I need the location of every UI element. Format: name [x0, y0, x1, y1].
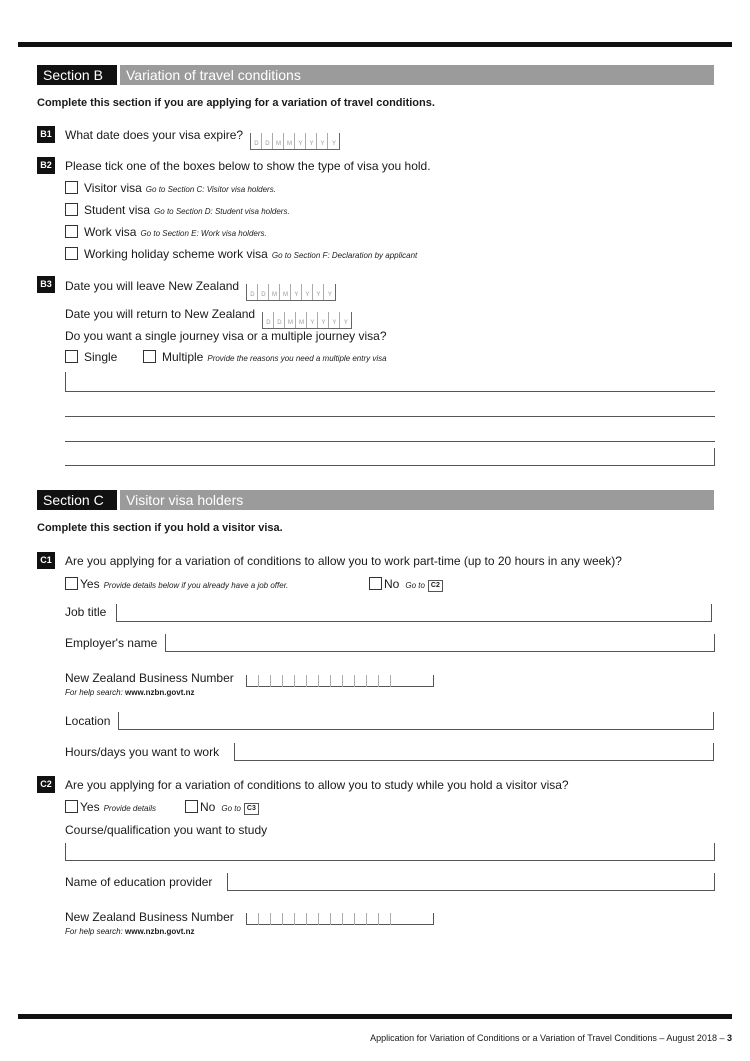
section-b-title: Variation of travel conditions: [120, 65, 714, 85]
journey-single-option[interactable]: [65, 350, 117, 364]
date-slot: M: [273, 133, 284, 149]
question-c2-label: Are you applying for a variation of conditions to allow you to study while you hold a visitor visa?: [65, 778, 569, 792]
question-number-b2: B2: [37, 157, 55, 174]
no-note: Go to: [221, 804, 241, 813]
c2-yes-option[interactable]: [65, 800, 156, 814]
date-slot: Y: [291, 284, 302, 300]
question-b2-label: Please tick one of the boxes below to show the type of visa you hold.: [65, 159, 431, 173]
nzbn-digit-cell: [307, 913, 319, 925]
nzbn-input-c1[interactable]: [246, 675, 434, 687]
nzbn-digit-cell: [331, 675, 343, 687]
c1-no-option[interactable]: [369, 577, 443, 591]
c2-no-checkbox[interactable]: [185, 800, 198, 813]
c1-yes-checkbox[interactable]: [65, 577, 78, 590]
location-input[interactable]: [118, 712, 714, 730]
date-slot: M: [280, 284, 291, 300]
nzbn-digit-cell: [271, 675, 283, 687]
job-title-label: Job title: [65, 605, 107, 619]
yes-note: Provide details: [103, 804, 157, 813]
date-slot: D: [251, 133, 262, 149]
yes-label: Yes: [80, 577, 100, 591]
date-slot: Y: [318, 312, 329, 328]
writing-line: [65, 441, 715, 442]
employer-name-input[interactable]: [165, 634, 715, 652]
visa-type-option-work[interactable]: [65, 225, 267, 239]
nzbn-digit-cell: [343, 913, 355, 925]
date-slot: D: [247, 284, 258, 300]
visa-type-option-visitor[interactable]: [65, 181, 276, 195]
option-label: Working holiday scheme work visa: [84, 247, 268, 261]
nzbn-digit-cell: [259, 675, 271, 687]
date-slot: D: [274, 312, 285, 328]
option-label: Student visa: [84, 203, 151, 217]
leave-date-input[interactable]: [246, 284, 336, 301]
c1-yes-option[interactable]: [65, 577, 288, 591]
help-url: www.nzbn.govt.nz: [125, 688, 195, 697]
nzbn-digit-cell: [391, 913, 403, 925]
date-slot: Y: [306, 133, 317, 149]
date-slot: M: [296, 312, 307, 328]
option-label: Work visa: [84, 225, 137, 239]
return-date-row: [65, 307, 352, 329]
question-number-b3: B3: [37, 276, 55, 293]
nzbn-digit-cell: [379, 675, 391, 687]
location-label: Location: [65, 714, 111, 728]
nzbn-digit-cell: [271, 913, 283, 925]
employer-name-label: Employer's name: [65, 636, 158, 650]
page-number: 3: [726, 1033, 732, 1043]
section-c-instruction: Complete this section if you hold a visitor visa.: [37, 522, 283, 534]
visa-expiry-date-input[interactable]: [250, 133, 340, 150]
question-number-c2: C2: [37, 776, 55, 793]
date-slot: Y: [302, 284, 313, 300]
date-slot: D: [263, 312, 274, 328]
nzbn-digit-cell: [379, 913, 391, 925]
working-holiday-visa-checkbox[interactable]: [65, 247, 78, 260]
nzbn-digit-cell: [367, 675, 379, 687]
question-b1-label: What date does your visa expire?: [65, 128, 244, 142]
box-edge: [65, 372, 66, 392]
journey-question: Do you want a single journey visa or a multiple journey visa?: [65, 329, 387, 343]
nzbn-digit-cell: [319, 913, 331, 925]
course-label: Course/qualification you want to study: [65, 823, 268, 837]
writing-line: [65, 391, 715, 392]
date-slot: Y: [317, 133, 328, 149]
footer-text: Application for Variation of Conditions or a Variation of Travel Conditions – August 2018 –: [370, 1033, 725, 1043]
multiple-journey-checkbox[interactable]: [143, 350, 156, 363]
visa-type-option-student[interactable]: [65, 203, 290, 217]
nzbn-digit-cell: [367, 913, 379, 925]
nzbn-digit-cell: [259, 913, 271, 925]
goto-c3-badge: C3: [244, 803, 259, 815]
writing-line: [65, 416, 715, 417]
nzbn-digit-cell: [247, 913, 259, 925]
date-slot: Y: [329, 312, 340, 328]
nzbn-digit-cell: [391, 675, 403, 687]
nzbn-digit-cell: [343, 675, 355, 687]
nzbn-digit-cell: [295, 913, 307, 925]
leave-date-label: Date you will leave New Zealand: [65, 279, 240, 293]
date-slot: Y: [327, 292, 332, 298]
date-slot: Y: [313, 284, 324, 300]
question-c1-label: Are you applying for a variation of conditions to allow you to work part-time (up to 20 hours in any week)?: [65, 554, 622, 568]
date-slot: Y: [331, 141, 336, 147]
help-prefix: For help search:: [65, 688, 123, 697]
leave-date-row: [65, 279, 336, 301]
nzbn-digit-cell: [307, 675, 319, 687]
option-note: Go to Section E: Work visa holders.: [140, 229, 267, 238]
no-label: No: [200, 800, 216, 814]
c2-no-option[interactable]: [185, 800, 259, 814]
nzbn-input-c2[interactable]: [246, 913, 434, 925]
nzbn-help-c2: [65, 927, 195, 936]
date-slot: M: [285, 312, 296, 328]
nzbn-digit-cell: [355, 913, 367, 925]
multiple-label: Multiple: [162, 350, 204, 364]
nzbn-digit-cell: [319, 675, 331, 687]
nzbn-digit-cell: [295, 675, 307, 687]
yes-label: Yes: [80, 800, 100, 814]
nzbn-help-c1: [65, 688, 195, 697]
section-b-tag: Section B: [37, 65, 117, 85]
page-footer: [370, 1033, 732, 1043]
multiple-note: Provide the reasons you need a multiple entry visa: [207, 354, 387, 363]
option-note: Go to Section F: Declaration by applicant: [271, 251, 418, 260]
journey-multiple-option[interactable]: [143, 350, 387, 364]
return-date-input[interactable]: [262, 312, 352, 329]
date-slot: M: [284, 133, 295, 149]
no-note: Go to: [405, 581, 425, 590]
nzbn-label-c1: New Zealand Business Number: [65, 671, 234, 685]
goto-c2-badge: C2: [428, 580, 443, 592]
question-number-b1: B1: [37, 126, 55, 143]
nzbn-digit-cell: [283, 675, 295, 687]
nzbn-digit-cell: [355, 675, 367, 687]
no-label: No: [384, 577, 400, 591]
provider-input[interactable]: [227, 873, 715, 891]
date-slot: Y: [343, 320, 348, 326]
hours-label: Hours/days you want to work: [65, 745, 220, 759]
help-prefix: For help search:: [65, 927, 123, 936]
course-input[interactable]: [65, 843, 715, 861]
box-edge: [714, 448, 715, 466]
hours-input[interactable]: [234, 743, 714, 761]
yes-note: Provide details below if you already have a job offer.: [103, 581, 289, 590]
date-slot: Y: [307, 312, 318, 328]
help-url: www.nzbn.govt.nz: [125, 927, 195, 936]
question-b1: [65, 128, 340, 150]
section-c-tag: Section C: [37, 490, 117, 510]
option-label: Visitor visa: [84, 181, 142, 195]
date-slot: D: [262, 133, 273, 149]
nzbn-digit-cell: [331, 913, 343, 925]
visitor-visa-checkbox[interactable]: [65, 181, 78, 194]
date-slot: D: [258, 284, 269, 300]
nzbn-label-c2: New Zealand Business Number: [65, 910, 234, 924]
top-rule: [18, 42, 732, 47]
visa-type-option-working-holiday[interactable]: [65, 247, 417, 261]
job-title-input[interactable]: [116, 604, 712, 622]
multiple-entry-reasons-input[interactable]: [65, 372, 715, 466]
section-c-header: [37, 490, 714, 510]
question-number-c1: C1: [37, 552, 55, 569]
c2-yes-checkbox[interactable]: [65, 800, 78, 813]
date-slot: Y: [295, 133, 306, 149]
single-label: Single: [84, 350, 118, 364]
return-date-label: Date you will return to New Zealand: [65, 307, 256, 321]
date-slot: M: [269, 284, 280, 300]
option-note: Go to Section C: Visitor visa holders.: [145, 185, 276, 194]
section-b-header: [37, 65, 714, 85]
work-visa-checkbox[interactable]: [65, 225, 78, 238]
nzbn-digit-cell: [283, 913, 295, 925]
student-visa-checkbox[interactable]: [65, 203, 78, 216]
c1-no-checkbox[interactable]: [369, 577, 382, 590]
bottom-rule: [18, 1014, 732, 1019]
nzbn-digit-cell: [247, 675, 259, 687]
provider-label: Name of education provider: [65, 875, 213, 889]
option-note: Go to Section D: Student visa holders.: [154, 207, 290, 216]
single-journey-checkbox[interactable]: [65, 350, 78, 363]
writing-line: [65, 465, 715, 466]
section-b-instruction: Complete this section if you are applying for a variation of travel conditions.: [37, 97, 435, 109]
section-c-title: Visitor visa holders: [120, 490, 714, 510]
